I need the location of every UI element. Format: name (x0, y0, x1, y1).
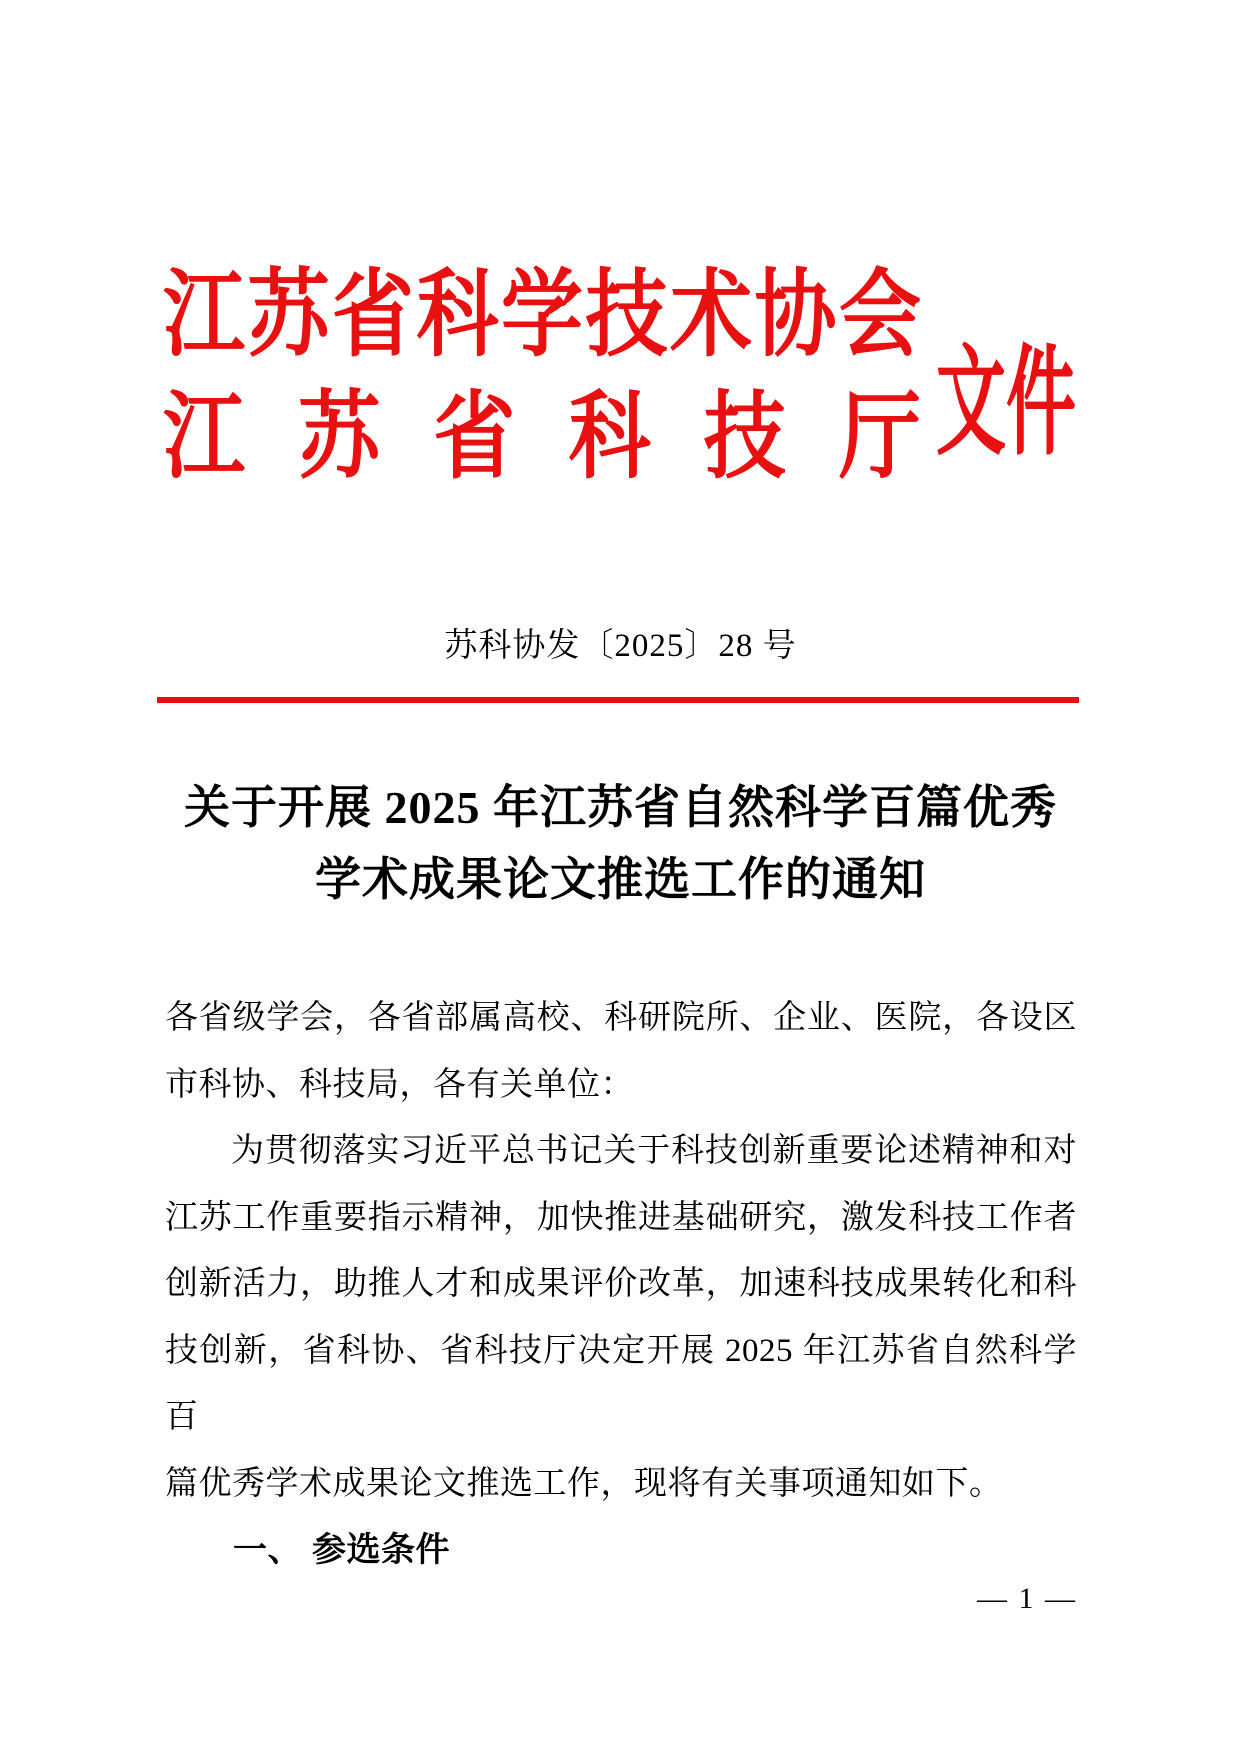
red-divider-line (157, 697, 1079, 703)
page-number: — 1 — (977, 1582, 1077, 1615)
salutation-line: 各省级学会，各省部属高校、科研院所、企业、医院，各设区 (165, 1000, 1077, 1036)
document-title-line-1: 关于开展 2025 年江苏省自然科学百篇优秀 (184, 782, 1057, 833)
paragraph-line: 为贯彻落实习近平总书记关于科技创新重要论述精神和对 (231, 1133, 1077, 1169)
document-reference-number: 苏科协发〔2025〕28 号 (444, 628, 797, 664)
paragraph-line: 技创新，省科协、省科技厅决定开展 2025 年江苏省自然科学百 (165, 1332, 1077, 1435)
paragraph-line: 篇优秀学术成果论文推选工作，现将有关事项通知如下。 (165, 1465, 1003, 1502)
document-body (165, 985, 1077, 1584)
document-title-line-2: 学术成果论文推选工作的通知 (315, 854, 926, 905)
section-heading-participation-criteria: 一、 参选条件 (233, 1531, 450, 1569)
paragraph-line: 江苏工作重要指示精神，加快推进基础研究，激发科技工作者 (165, 1199, 1077, 1236)
paragraph-line: 创新活力，助推人才和成果评价改革，加速科技成果转化和科 (165, 1266, 1077, 1302)
salutation-line: 市科协、科技局，各有关单位： (165, 1066, 634, 1103)
document-title (80, 772, 1161, 916)
letterhead-document-type-label: 文件 (936, 339, 1076, 471)
letterhead-org-name-1: 江苏省科学技术协会 (163, 262, 921, 368)
letterhead-org-name-2: 江苏省科技厅 (163, 384, 921, 490)
